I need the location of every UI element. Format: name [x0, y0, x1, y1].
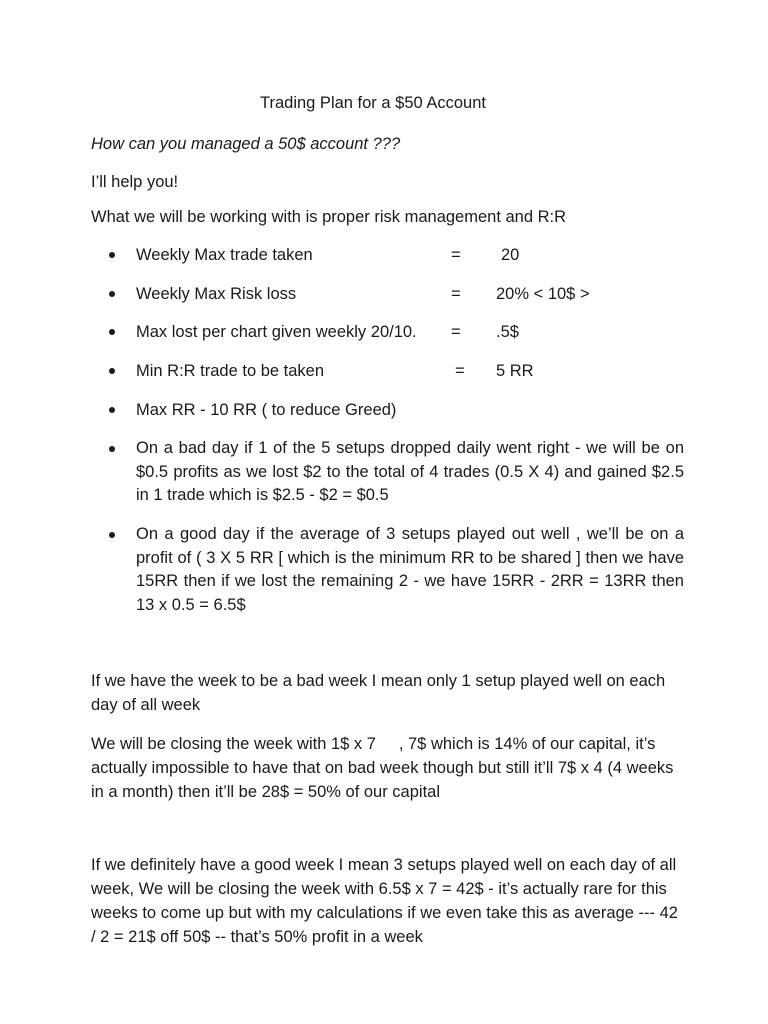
bullet-icon: [109, 407, 115, 413]
rule-label: Weekly Max Risk loss: [136, 285, 297, 303]
rule-equals: =: [455, 362, 465, 380]
rule-equals: =: [451, 246, 461, 264]
good-week-text: If we definitely have a good week I mean 3 setups played well on each day of all week, We will be closing the week with 6.5$ x 7 = 42$ - it’s actually rare for this weeks to come up but with my calculations if we even take this as average --- 42 / 2 = 21$ off 50$ -- that’s 50% profit in a week: [91, 856, 678, 946]
bullet-icon: [109, 291, 115, 297]
bad-week-detail: We will be closing the week with 1$ x 7 , 7$ which is 14% of our capital, it’s actually impossible to have that on bad week though but still it’ll 7$ x 4 (4 weeks in a month) then it’ll be 28$ = 50% of our capital: [91, 735, 679, 801]
good-day-text: On a good day if the average of 3 setups played out well , we’ll be on a profit of ( 3 X 5 RR [ which is the minimum RR to be shared ] then we have 15RR then if we lost the remaining 2 - we have 15RR - 2RR = 13RR then 13 x 0.5 = 6.5$: [136, 525, 684, 614]
rule-value: 5 RR: [496, 362, 534, 380]
bullet-icon: [109, 532, 115, 538]
rule-label: Weekly Max trade taken: [136, 246, 313, 264]
rule-value: 20% < 10$ >: [496, 285, 590, 303]
bullet-icon: [109, 368, 115, 374]
rule-equals: =: [451, 323, 461, 341]
rule-label: Min R:R trade to be taken: [136, 362, 325, 380]
rule-equals: =: [451, 285, 461, 303]
rule-value: .5$: [496, 323, 519, 341]
bullet-icon: [109, 446, 115, 452]
rule-label: Max lost per chart given weekly 20/10.: [136, 323, 417, 341]
lead-text: What we will be working with is proper risk management and R:R: [91, 208, 567, 226]
bad-day-text: On a bad day if 1 of the 5 setups dropped daily went right - we will be on $0.5 profits as we lost $2 to the total of 4 trades (0.5 X 4) and gained $2.5 in 1 trade which is $2.5 - $2 = $0.5: [136, 439, 684, 504]
rule-label: Max RR - 10 RR ( to reduce Greed): [136, 401, 397, 419]
bad-week-intro: If we have the week to be a bad week I mean only 1 setup played well on each day of all week: [91, 672, 666, 714]
document-subtitle: How can you managed a 50$ account ???: [91, 135, 401, 153]
intro-text: I’ll help you!: [91, 173, 179, 191]
document-title: Trading Plan for a $50 Account: [260, 94, 486, 112]
bullet-icon: [109, 329, 115, 335]
bullet-icon: [109, 252, 115, 258]
rule-value: 20: [501, 246, 520, 264]
